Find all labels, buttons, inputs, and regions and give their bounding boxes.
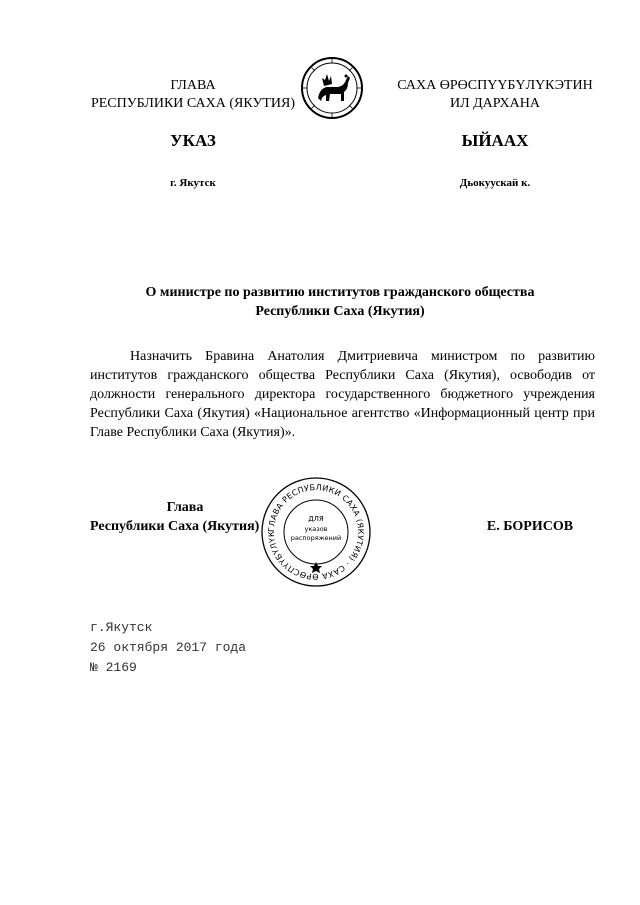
decree-subject: [80, 283, 600, 321]
decree-title-ru: УКАЗ: [170, 131, 216, 150]
decree-body: Назначить Бравина Анатолия Дмитриевича министром по развитию институтов гражданского общества Республики Саха (Якутия), освободив от должности генерального директора государственного бюджетного учреждения Республики Саха (Якутия) «Национальное агентство «Информационный центр при Главе Республики Саха (Якутия)».: [90, 349, 595, 440]
decree-subject-line2: Республики Саха (Якутия): [255, 304, 425, 319]
header-left-line1: ГЛАВА: [170, 78, 216, 93]
city-ru: г. Якутск: [170, 177, 216, 189]
footer-place: г.Якутск: [90, 620, 153, 635]
seal-ring-text: ГЛАВА РЕСПУБЛИКИ САХА (ЯКУТИЯ) · САХА ӨРӨСПҮҮБҮЛҮК: [266, 482, 366, 582]
footer-date: 26 октября 2017 года: [90, 640, 247, 655]
header-right-line1: САХА ӨРӨСПҮҮБҮЛҮКЭТИН: [397, 78, 593, 93]
seal-center-line3: распоряжений: [290, 534, 342, 542]
signatory-name: Е. БОРИСОВ: [486, 519, 574, 534]
footer-number: № 2169: [90, 660, 137, 675]
seal-center-line2: указов: [304, 525, 328, 533]
signature-title-line1: Глава: [166, 500, 204, 515]
decree-subject-line1: О министре по развитию институтов гражданского общества: [145, 285, 535, 300]
signature-title-line2: Республики Саха (Якутия): [90, 519, 260, 534]
header-left-line2: РЕСПУБЛИКИ САХА (ЯКУТИЯ): [90, 96, 296, 111]
city-sakha: Дьокуускай к.: [459, 177, 531, 189]
header-right-line2: ИЛ ДАРХАНА: [449, 96, 540, 111]
official-seal-icon: [260, 476, 372, 588]
seal-center-line1: ДЛЯ: [308, 515, 324, 523]
coat-of-arms-icon: [300, 56, 364, 120]
decree-title-sakha: ЫЙААХ: [461, 131, 529, 150]
